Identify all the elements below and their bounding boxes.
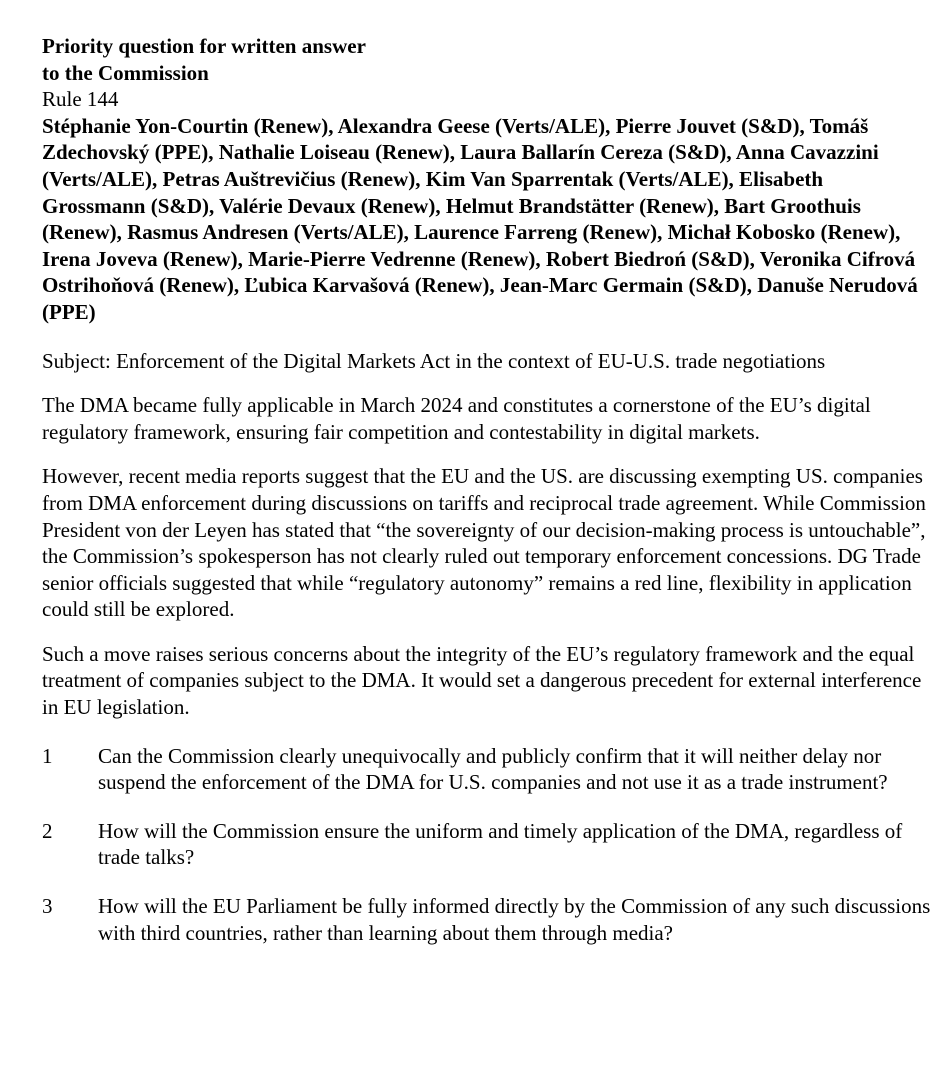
- document-title-line-2: to the Commission: [42, 60, 209, 85]
- subject-line: Subject: Enforcement of the Digital Markets Act in the context of EU-U.S. trade negotiations: [42, 348, 826, 373]
- question-text: How will the EU Parliament be fully informed directly by the Commission of any such discussions with third countries, rather than learning about them through media?: [98, 894, 931, 945]
- question-item: [42, 893, 937, 946]
- question-number: 1: [42, 743, 53, 768]
- authors-list: Stéphanie Yon-Courtin (Renew), Alexandra Geese (Verts/ALE), Pierre Jouvet (S&D), Tomáš Zdechovský (PPE), Nathalie Loiseau (Renew), Laura Ballarín Cereza (S&D), Anna Cavazzini (Verts/ALE), Petras Auštrevičius (Renew), Kim Van Sparrentak (Verts/ALE), Elisabeth Grossmann (S&D), Valérie Devaux (Renew), Helmut Brandstätter (Renew), Bart Groothuis (Renew), Rasmus Andresen (Verts/ALE), Laurence Farreng (Renew), Michał Kobosko (Renew), Irena Joveva (Renew), Marie-Pierre Vedrenne (Renew), Robert Biedroń (S&D), Veronika Cifrová Ostrihoňová (Renew), Ľubica Karvašová (Renew), Jean-Marc Germain (S&D), Danuše Nerudová (PPE): [42, 113, 918, 324]
- rule-reference: Rule 144: [42, 87, 119, 112]
- paragraph-dma-intro: The DMA became fully applicable in March 2024 and constitutes a cornerstone of the EU’s digital regulatory framework, ensuring fair competition and contestability in digital markets.: [42, 393, 871, 444]
- paragraph-concerns: Such a move raises serious concerns about the integrity of the EU’s regulatory framework and the equal treatment of companies subject to the DMA. It would set a dangerous precedent for external interference in EU legislation.: [42, 641, 922, 720]
- document-title-line-1: Priority question for written answer: [42, 34, 366, 58]
- document-page: [42, 33, 937, 946]
- paragraph-media-reports: However, recent media reports suggest that the EU and the US. are discussing exempting US. companies from DMA enforcement during discussions on tariffs and reciprocal trade agreement. While Commission President von der Leyen has stated that “the sovereignty of our decision-making process is untouchable”, the Commission’s spokesperson has not clearly ruled out temporary enforcement concessions. DG Trade senior officials suggested that while “regulatory autonomy” remains a red line, flexibility in application could still be explored.: [42, 464, 926, 622]
- question-number: 3: [42, 894, 53, 919]
- question-item: [42, 818, 937, 871]
- question-number: 2: [42, 818, 53, 843]
- question-item: [42, 743, 937, 796]
- question-text: Can the Commission clearly unequivocally and publicly confirm that it will neither delay nor suspend the enforcement of the DMA for U.S. companies and not use it as a trade instrument?: [98, 743, 888, 795]
- question-text: How will the Commission ensure the uniform and timely application of the DMA, regardless of trade talks?: [98, 818, 903, 870]
